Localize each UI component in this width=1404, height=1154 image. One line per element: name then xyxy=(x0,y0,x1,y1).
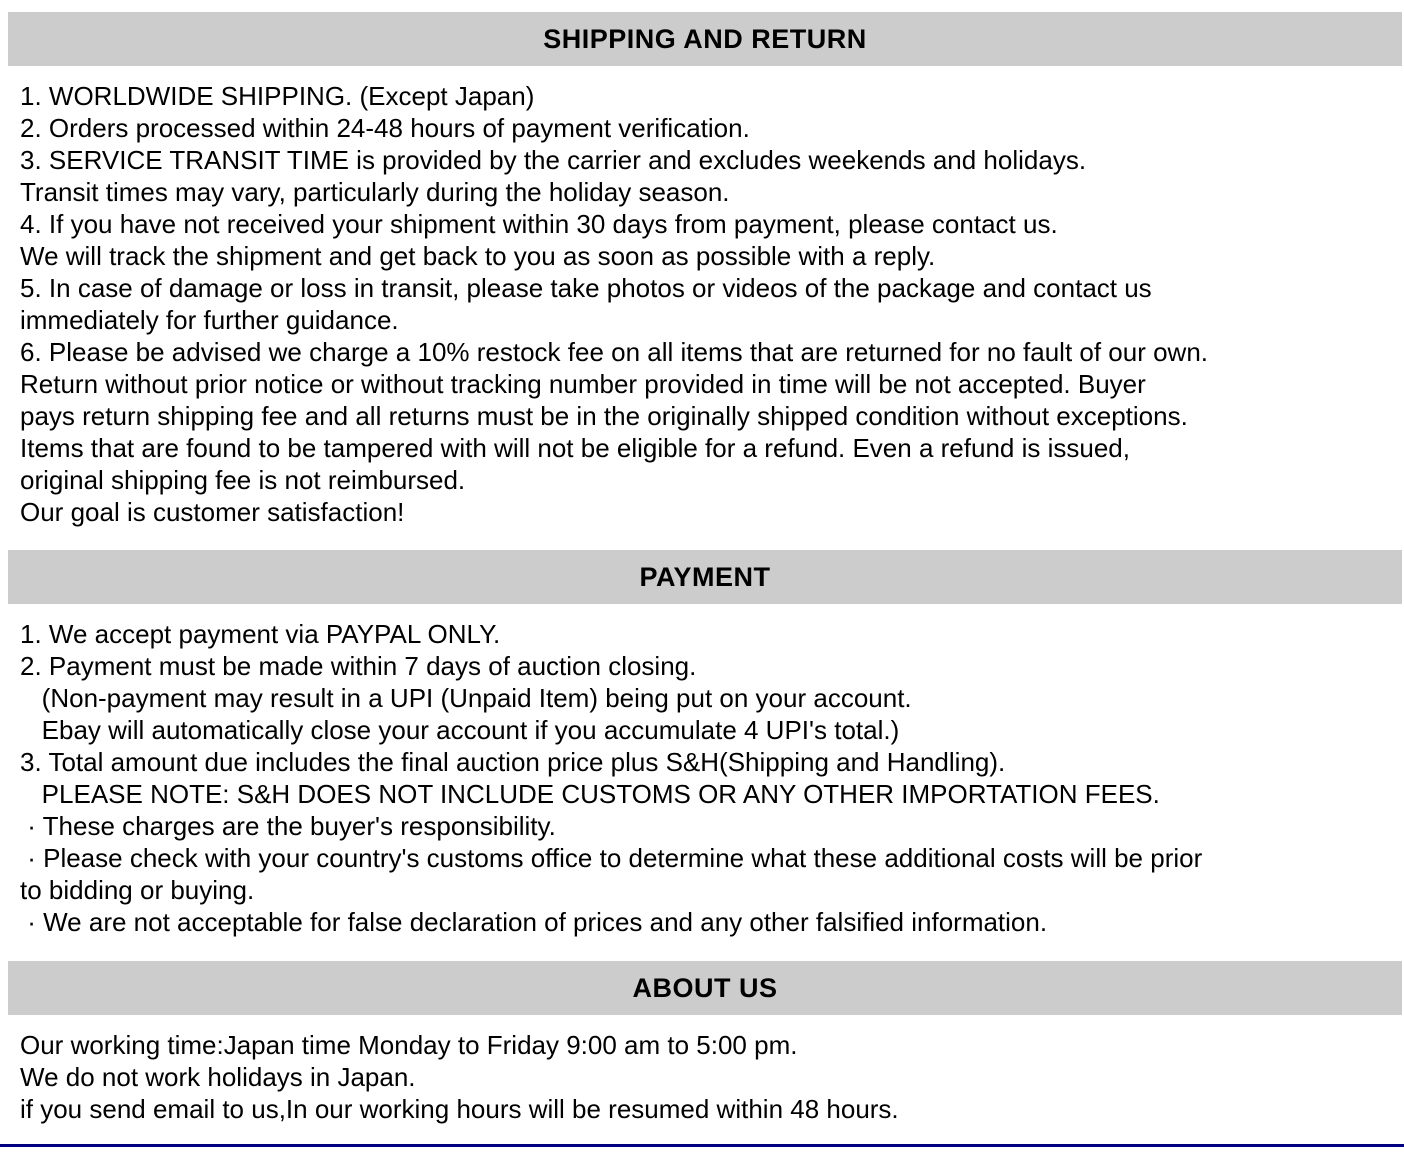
shipping-and-return-body xyxy=(20,80,1404,528)
about-us-body xyxy=(20,1029,1404,1125)
text-line: 3. SERVICE TRANSIT TIME is provided by the carrier and excludes weekends and holidays. xyxy=(20,145,1087,175)
text-line: to bidding or buying. xyxy=(20,875,255,905)
text-line: pays return shipping fee and all returns must be in the originally shipped condition without exceptions. xyxy=(20,401,1188,431)
text-line: 5. In case of damage or loss in transit, please take photos or videos of the package and contact us xyxy=(20,273,1152,303)
text-line: Items that are found to be tampered with will not be eligible for a refund. Even a refund is issued, xyxy=(20,433,1130,463)
text-line: · These charges are the buyer's responsibility. xyxy=(20,811,556,841)
text-line: 1. WORLDWIDE SHIPPING. (Except Japan) xyxy=(20,81,535,111)
text-line: 2. Payment must be made within 7 days of auction closing. xyxy=(20,651,697,681)
text-line: Our working time:Japan time Monday to Friday 9:00 am to 5:00 pm. xyxy=(20,1030,798,1060)
text-line: if you send email to us,In our working hours will be resumed within 48 hours. xyxy=(20,1094,899,1124)
text-line: · Please check with your country's customs office to determine what these additional costs will be prior xyxy=(20,843,1203,873)
text-line: original shipping fee is not reimbursed. xyxy=(20,465,466,495)
section-payment xyxy=(0,550,1404,938)
text-line: Transit times may vary, particularly during the holiday season. xyxy=(20,177,730,207)
text-line: Ebay will automatically close your account if you accumulate 4 UPI's total.) xyxy=(20,715,900,745)
text-line: 2. Orders processed within 24-48 hours of payment verification. xyxy=(20,113,750,143)
shipping-and-return-title: SHIPPING AND RETURN xyxy=(543,23,867,54)
bottom-divider xyxy=(0,1144,1404,1147)
section-about-us xyxy=(0,961,1404,1125)
shipping-and-return-header-bar xyxy=(8,12,1402,66)
text-line: Return without prior notice or without tracking number provided in time will be not accepted. Buyer xyxy=(20,369,1146,399)
payment-body xyxy=(20,618,1404,938)
text-line: 1. We accept payment via PAYPAL ONLY. xyxy=(20,619,501,649)
text-line: · We are not acceptable for false declaration of prices and any other falsified information. xyxy=(20,907,1048,937)
payment-header-bar xyxy=(8,550,1402,604)
section-shipping-and-return xyxy=(0,12,1404,528)
text-line: We do not work holidays in Japan. xyxy=(20,1062,416,1092)
text-line: PLEASE NOTE: S&H DOES NOT INCLUDE CUSTOMS OR ANY OTHER IMPORTATION FEES. xyxy=(20,779,1160,809)
text-line: Our goal is customer satisfaction! xyxy=(20,497,405,527)
text-line: immediately for further guidance. xyxy=(20,305,399,335)
about-us-title: ABOUT US xyxy=(632,972,778,1003)
payment-title: PAYMENT xyxy=(639,561,771,592)
text-line: We will track the shipment and get back to you as soon as possible with a reply. xyxy=(20,241,936,271)
text-line: 4. If you have not received your shipment within 30 days from payment, please contact us. xyxy=(20,209,1058,239)
text-line: 3. Total amount due includes the final auction price plus S&H(Shipping and Handling). xyxy=(20,747,1006,777)
text-line: 6. Please be advised we charge a 10% restock fee on all items that are returned for no fault of our own. xyxy=(20,337,1209,367)
about-us-header-bar xyxy=(8,961,1402,1015)
text-line: (Non-payment may result in a UPI (Unpaid Item) being put on your account. xyxy=(20,683,912,713)
